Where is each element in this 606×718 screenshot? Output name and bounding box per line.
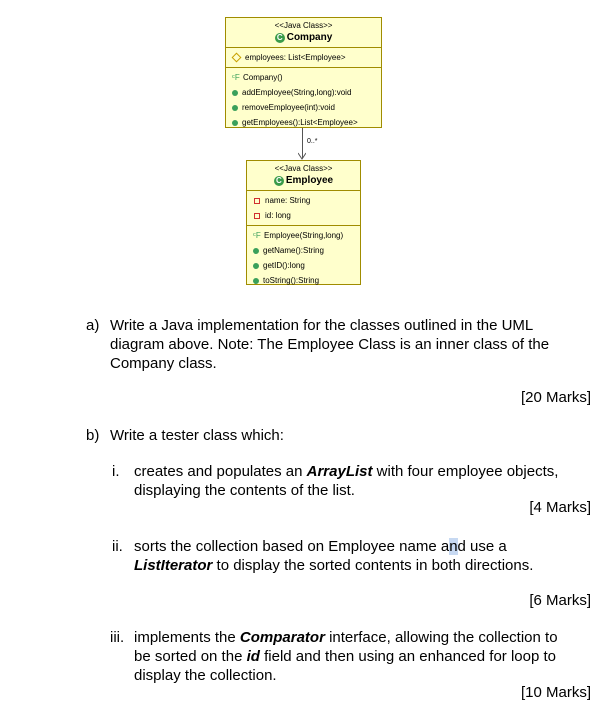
- question-a-label: a): [86, 317, 100, 334]
- employee-attributes: [247, 191, 360, 226]
- text-cursor-highlight: n: [449, 538, 458, 555]
- company-class-name-row: [226, 31, 381, 44]
- question-a-line: Write a Java implementation for the classes outlined in the UML: [110, 317, 534, 334]
- company-class-box: [225, 17, 382, 128]
- method-row: [253, 243, 360, 258]
- method-text: getID():long: [263, 261, 305, 270]
- question-b-iii-text: [134, 628, 558, 685]
- method-text: removeEmployee(int):void: [242, 103, 335, 112]
- emphasis-listiterator: ListIterator: [134, 557, 213, 574]
- method-text: Company(): [243, 73, 283, 82]
- company-class-name: Company: [286, 32, 333, 43]
- public-method-icon: [232, 105, 238, 111]
- method-row: [232, 115, 381, 130]
- public-method-icon: [253, 278, 259, 284]
- employee-class-name: Employee: [285, 175, 334, 186]
- question-b-iii-marks: [10 Marks]: [520, 684, 591, 701]
- question-b-ii-label: ii.: [112, 538, 123, 555]
- method-text: Employee(String,long): [264, 231, 344, 240]
- method-row: [232, 70, 381, 85]
- method-text: getName():String: [263, 246, 324, 255]
- constructor-icon: ᶜF: [232, 73, 240, 82]
- attribute-row: [253, 208, 360, 223]
- emphasis-arraylist: ArrayList: [306, 463, 373, 480]
- question-b-iii-line: display the collection.: [134, 667, 277, 684]
- method-row: [253, 258, 360, 273]
- text-run: with four employee objects,: [372, 463, 559, 480]
- text-run: field and then using an enhanced for loop to: [259, 648, 556, 665]
- question-b-i-line: displaying the contents of the list.: [134, 482, 355, 499]
- question-b-i-text: [134, 462, 558, 500]
- public-method-icon: [253, 248, 259, 254]
- multiplicity-label: 0..*: [307, 138, 318, 145]
- question-b-ii-text: [134, 537, 533, 575]
- question-a-line: diagram above. Note: The Employee Class is an inner class of the: [110, 336, 550, 353]
- public-method-icon: [232, 90, 238, 96]
- company-methods: [226, 68, 381, 132]
- method-row: [253, 228, 360, 243]
- attribute-row: [232, 50, 381, 65]
- attribute-text: name: String: [265, 196, 311, 205]
- question-b-ii-line: [134, 537, 533, 556]
- class-icon: C: [274, 176, 284, 186]
- question-b-ii-marks: [6 Marks]: [529, 592, 591, 609]
- emphasis-comparator: Comparator: [239, 629, 325, 646]
- question-b-i-line: [134, 462, 558, 481]
- public-method-icon: [232, 120, 238, 126]
- text-run: to display the sorted contents in both directions.: [212, 557, 534, 574]
- text-run: be sorted on the: [134, 648, 247, 665]
- method-text: toString():String: [263, 276, 320, 285]
- employee-class-box: [246, 160, 361, 285]
- company-stereotype: <<Java Class>>: [274, 21, 333, 30]
- employee-class-header: [247, 161, 360, 191]
- question-b-label: b): [86, 427, 100, 444]
- question-b-iii-line: [134, 647, 558, 666]
- private-field-icon: [254, 213, 260, 219]
- class-icon: C: [275, 33, 285, 43]
- question-a-text: [110, 316, 549, 373]
- association-arrow-icon: [298, 152, 306, 160]
- emphasis-id: id: [246, 648, 260, 665]
- employee-methods: [247, 226, 360, 290]
- method-text: addEmployee(String,long):void: [242, 88, 352, 97]
- question-b-i-label: i.: [112, 463, 120, 480]
- question-b-i-marks: [4 Marks]: [529, 499, 591, 516]
- question-b-iii-label: iii.: [110, 629, 125, 646]
- question-b-iii-line: [134, 628, 558, 647]
- text-run: implements the: [134, 629, 240, 646]
- attribute-text: employees: List<Employee>: [245, 53, 346, 62]
- employee-stereotype: <<Java Class>>: [274, 164, 333, 173]
- method-text: getEmployees():List<Employee>: [242, 118, 358, 127]
- attribute-text: id: long: [265, 211, 291, 220]
- attribute-row: [253, 193, 360, 208]
- constructor-icon: ᶜF: [253, 231, 261, 240]
- text-run: creates and populates an: [134, 463, 307, 480]
- method-row: [232, 85, 381, 100]
- company-class-header: [226, 18, 381, 48]
- method-row: [232, 100, 381, 115]
- text-run: d use a: [457, 538, 507, 555]
- method-row: [253, 273, 360, 288]
- question-b-ii-line: [134, 556, 533, 575]
- public-method-icon: [253, 263, 259, 269]
- question-a-marks: [20 Marks]: [520, 389, 591, 406]
- private-field-icon: [254, 198, 260, 204]
- company-attributes: [226, 48, 381, 68]
- package-diamond-icon: [232, 53, 242, 63]
- employee-class-name-row: [247, 174, 360, 187]
- question-b-text: Write a tester class which:: [110, 427, 284, 444]
- question-a-line: Company class.: [110, 355, 217, 372]
- text-run: interface, allowing the collection to: [324, 629, 558, 646]
- text-run: sorts the collection based on Employee name a: [134, 538, 450, 555]
